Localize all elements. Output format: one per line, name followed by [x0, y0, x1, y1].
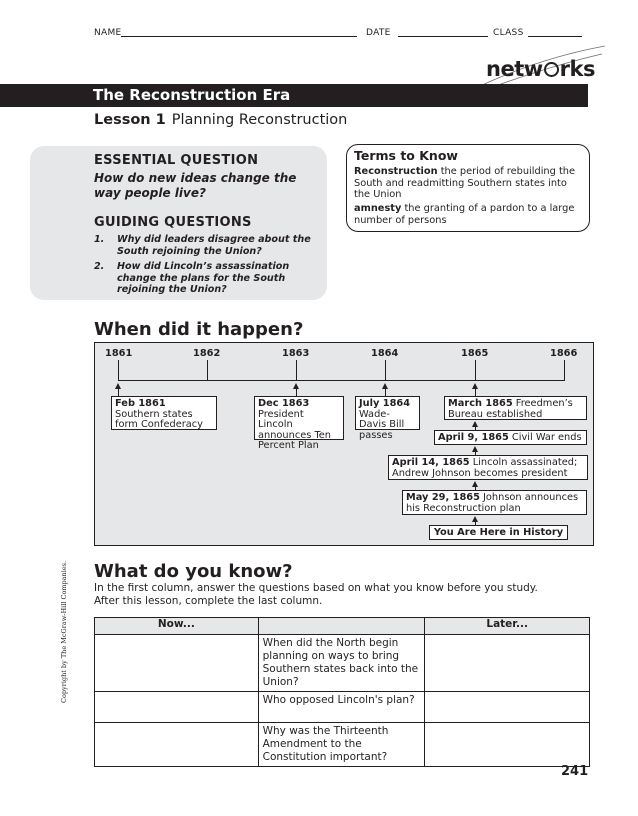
- networks-logo: [486, 57, 595, 81]
- pointer-stem: [475, 388, 476, 396]
- name-field[interactable]: [121, 28, 357, 37]
- logo-text-start: netw: [486, 57, 543, 81]
- now-answer-cell[interactable]: [95, 692, 259, 723]
- guiding-questions-list: [94, 234, 316, 300]
- lesson-number: Lesson 1: [94, 112, 166, 128]
- lesson-title: Planning Reconstruction: [171, 112, 348, 128]
- year-label: 1864: [371, 348, 399, 359]
- event-date: April 9, 1865: [438, 432, 509, 443]
- event-dec-1863: [254, 396, 344, 451]
- logo-text-end: rks: [559, 57, 595, 81]
- class-field[interactable]: [528, 28, 582, 37]
- event-july-1864: [355, 396, 420, 441]
- guiding-question: [94, 234, 316, 257]
- later-answer-cell[interactable]: [425, 635, 590, 692]
- term-definition: the granting of a pardon to a large number of persons: [354, 203, 575, 226]
- date-field[interactable]: [398, 28, 488, 37]
- event-april-9-1865: [434, 430, 587, 445]
- event-may-29-1865: [402, 490, 587, 515]
- guiding-question-number: 1.: [94, 234, 105, 245]
- you-are-here-label: [429, 525, 568, 540]
- term-word: amnesty: [354, 203, 402, 214]
- globe-icon: [544, 62, 559, 77]
- guiding-question-number: 2.: [94, 261, 105, 272]
- year-label: 1863: [282, 348, 310, 359]
- page-number: 241: [561, 764, 589, 779]
- event-text: President Lincoln announces Ten Percent Plan: [258, 408, 332, 451]
- guiding-questions-heading: GUIDING QUESTIONS: [94, 215, 252, 230]
- now-answer-cell[interactable]: [95, 635, 259, 692]
- event-feb-1861: [111, 396, 217, 430]
- instruction-line: In the first column, answer the questions based on what you know before you study.: [94, 582, 538, 594]
- question-cell: Who opposed Lincoln's plan?: [258, 692, 425, 723]
- timeline-axis: [118, 380, 565, 381]
- event-date: Dec 1863: [258, 398, 310, 409]
- essential-question: How do new ideas change the way people live?: [94, 171, 297, 200]
- date-label: DATE: [366, 28, 391, 38]
- event-date: April 14, 1865: [392, 457, 470, 468]
- now-column-header: Now...: [95, 618, 259, 635]
- year-tick: [118, 360, 119, 381]
- essential-question-heading: ESSENTIAL QUESTION: [94, 153, 259, 168]
- copyright-notice: Copyright by The McGraw-Hill Companies.: [60, 560, 68, 703]
- terms-heading: Terms to Know: [354, 148, 458, 163]
- lesson-heading: [94, 112, 347, 128]
- instruction-line: After this lesson, complete the last column.: [94, 595, 323, 607]
- unit-title-bar: [0, 84, 588, 107]
- term-definition: the period of rebuilding the South and readmitting Southern states into the Union: [354, 166, 576, 200]
- event-text: Johnson announces his Reconstruction plan: [406, 492, 579, 514]
- table-row: [95, 723, 590, 767]
- question-cell: Why was the Thirteenth Amendment to the Constitution important?: [258, 723, 425, 767]
- table-header-row: [95, 618, 590, 635]
- year-label: 1866: [550, 348, 578, 359]
- know-instructions: [94, 582, 594, 608]
- pointer-stem: [296, 388, 297, 396]
- timeline-heading: When did it happen?: [94, 319, 304, 340]
- guiding-question: [94, 261, 316, 296]
- term-word: Reconstruction: [354, 166, 438, 177]
- event-april-14-1865: [388, 455, 588, 480]
- pointer-stem: [118, 388, 119, 396]
- event-text: Freedmen’s Bureau established: [448, 398, 573, 420]
- term-reconstruction: [354, 166, 586, 201]
- guiding-question-text: How did Lincoln’s assassination change the plans for the South rejoining the Union?: [117, 261, 290, 295]
- year-label: 1865: [461, 348, 489, 359]
- later-column-header: Later...: [425, 618, 590, 635]
- year-tick: [475, 360, 476, 381]
- year-tick: [296, 360, 297, 381]
- table-row: [95, 635, 590, 692]
- year-tick: [207, 360, 208, 381]
- event-date: July 1864: [359, 398, 411, 409]
- event-text: Southern states form Confederacy: [115, 408, 203, 430]
- pointer-stem: [385, 388, 386, 396]
- guiding-question-text: Why did leaders disagree about the South rejoining the Union?: [117, 234, 311, 257]
- year-label: 1862: [193, 348, 221, 359]
- class-label: CLASS: [493, 28, 524, 38]
- year-label: 1861: [105, 348, 133, 359]
- unit-title: The Reconstruction Era: [93, 86, 291, 104]
- year-tick: [564, 360, 565, 381]
- event-date: May 29, 1865: [406, 492, 480, 503]
- event-text: Wade-Davis Bill passes: [359, 408, 405, 441]
- now-answer-cell[interactable]: [95, 723, 259, 767]
- you-are-here-text: You Are Here in History: [433, 527, 564, 538]
- name-label: NAME: [94, 28, 122, 38]
- later-answer-cell[interactable]: [425, 692, 590, 723]
- question-column-header: [258, 618, 425, 635]
- know-table: [94, 617, 590, 767]
- event-date: March 1865: [448, 398, 513, 409]
- later-answer-cell[interactable]: [425, 723, 590, 767]
- event-text: Civil War ends: [511, 432, 582, 443]
- term-amnesty: [354, 203, 586, 226]
- event-march-1865: [444, 396, 587, 420]
- question-cell: When did the North begin planning on ways to bring Southern states back into the Union?: [258, 635, 425, 692]
- table-row: [95, 692, 590, 723]
- event-date: Feb 1861: [115, 398, 166, 409]
- year-tick: [385, 360, 386, 381]
- event-text: Lincoln assassinated; Andrew Johnson becomes president: [392, 457, 578, 479]
- know-heading: What do you know?: [94, 561, 293, 582]
